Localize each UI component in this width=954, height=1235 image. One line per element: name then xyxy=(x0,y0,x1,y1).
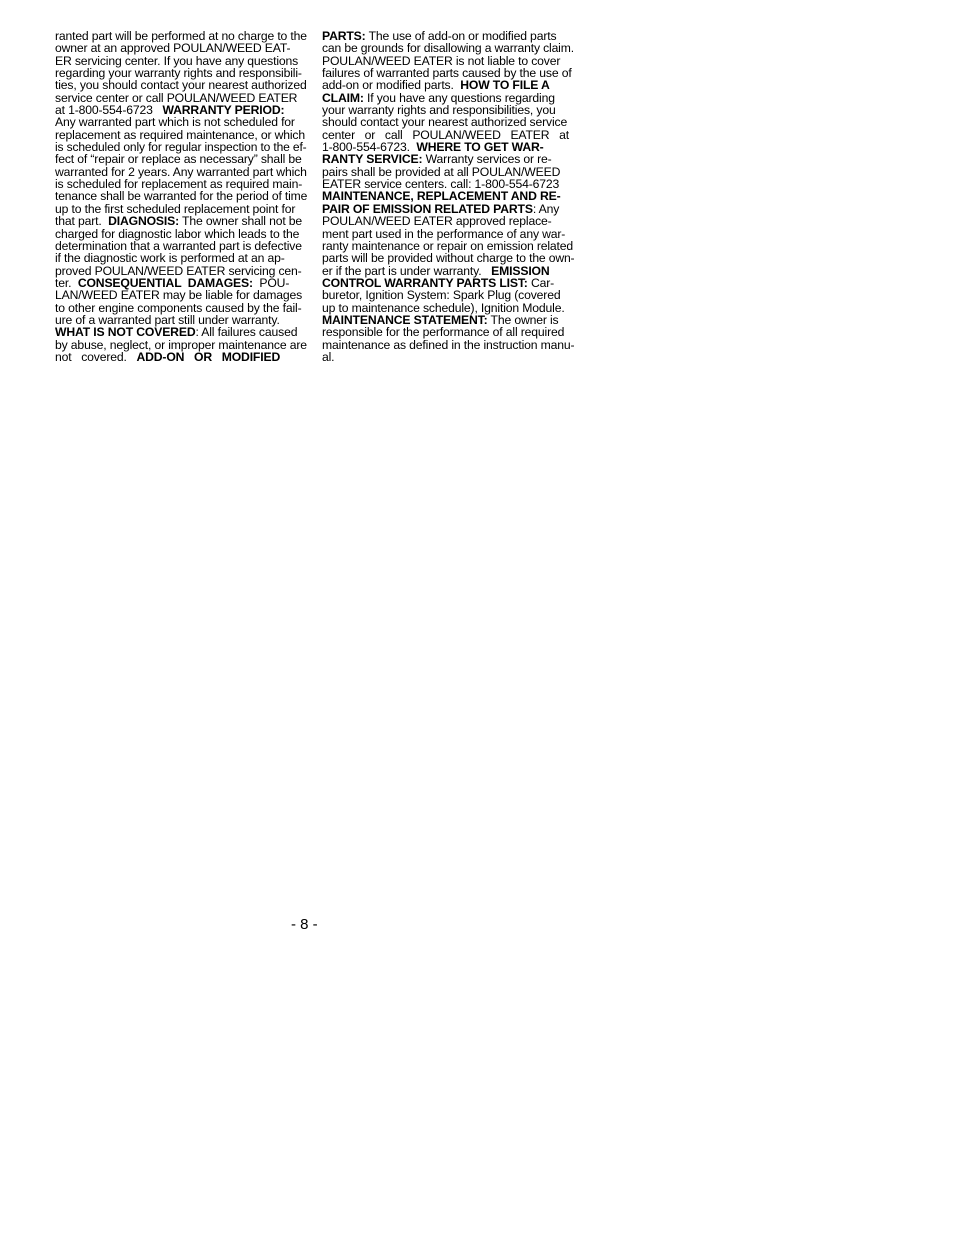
text-column-right xyxy=(322,30,574,363)
body-text: warranted for 2 years. Any warranted part which xyxy=(55,164,307,179)
body-text: maintenance as defined in the instruction manu- xyxy=(322,337,575,352)
body-text: The use of add-on or modified parts xyxy=(365,29,557,43)
text-line xyxy=(322,42,573,54)
body-text: responsible for the performance of all required xyxy=(322,325,565,340)
body-text: replacement as required maintenance, or which xyxy=(55,127,306,142)
body-text: tenance shall be warranted for the period of time xyxy=(55,189,308,204)
body-text: 1-800-554-6723. xyxy=(322,140,417,155)
body-text: fect of “repair or replace as necessary” shall be xyxy=(55,152,302,167)
bold-heading-text: CONSEQUENTIAL DAMAGES: xyxy=(77,275,253,290)
body-text: service center or call POULAN/WEED EATER xyxy=(55,90,298,105)
body-text: : All failures caused xyxy=(195,325,298,340)
body-text: ter. xyxy=(55,275,78,290)
bold-heading-text: HOW TO FILE A xyxy=(460,78,550,93)
body-text: should contact your nearest authorized service xyxy=(322,115,568,130)
body-text: The owner is xyxy=(487,312,559,327)
body-text: : Any xyxy=(532,201,560,216)
body-text: ranty maintenance or repair on emission related xyxy=(322,238,574,253)
body-text: LAN/WEED EATER may be liable for damages xyxy=(55,288,303,303)
bold-heading-text: RANTY SERVICE: xyxy=(322,152,423,167)
body-text: can be grounds for disallowing a warranty claim. xyxy=(322,41,574,56)
body-text: by abuse, neglect, or improper maintenance are xyxy=(55,337,307,352)
text-line xyxy=(322,351,574,363)
body-text: Warranty services or re- xyxy=(422,152,552,167)
body-text: not covered. xyxy=(55,349,137,364)
body-text: If you have any questions regarding xyxy=(363,90,555,105)
body-text: at 1-800-554-6723 xyxy=(55,103,163,118)
body-text: Any warranted part which is not scheduled for xyxy=(55,115,295,130)
body-text: proved POULAN/WEED EATER servicing cen- xyxy=(55,263,302,278)
body-text: up to maintenance schedule), Ignition Module. xyxy=(322,300,565,315)
body-text: add-on or modified parts. xyxy=(322,78,461,93)
text-line xyxy=(55,189,308,204)
body-text: center or call POULAN/WEED EATER at xyxy=(322,127,569,142)
body-text: to other engine components caused by the fail- xyxy=(55,300,302,315)
body-text: pairs shall be provided at all POULAN/WEED xyxy=(322,164,561,179)
bold-heading-text: CONTROL WARRANTY PARTS LIST: xyxy=(322,275,528,290)
body-text: owner at an approved POULAN/WEED EAT- xyxy=(55,41,291,56)
body-text: POULAN/WEED EATER approved replace- xyxy=(322,214,552,229)
body-text: if the diagnostic work is performed at an ap- xyxy=(55,251,285,266)
body-text: ranted part will be performed at no charge to the xyxy=(55,29,307,43)
body-text: up to the first scheduled replacement point for xyxy=(55,201,296,216)
bold-heading-text: DIAGNOSIS: xyxy=(108,214,180,229)
bold-heading-text: WHERE TO GET WAR- xyxy=(416,140,544,155)
body-text: ure of a warranted part still under warranty. xyxy=(55,312,280,327)
body-text: POU- xyxy=(252,275,290,290)
body-text: ER servicing center. If you have any questions xyxy=(55,53,299,68)
bold-heading-text: MAINTENANCE STATEMENT: xyxy=(322,312,488,327)
text-line xyxy=(322,252,573,264)
body-text: POULAN/WEED EATER is not liable to cover xyxy=(322,53,561,68)
body-text: al. xyxy=(322,349,335,364)
bold-heading-text: CLAIM: xyxy=(322,90,364,105)
text-line xyxy=(322,339,574,351)
body-text: ment part used in the performance of any war- xyxy=(322,226,566,241)
text-line xyxy=(55,351,307,363)
body-text: charged for diagnostic labor which leads to the xyxy=(55,226,300,241)
body-text: is scheduled only for regular inspection to the ef- xyxy=(55,140,307,155)
bold-heading-text: PARTS: xyxy=(322,29,366,43)
page-number: - 8 - xyxy=(291,916,318,933)
bold-heading-text: WARRANTY PERIOD: xyxy=(162,103,285,118)
body-text: er if the part is under warranty. xyxy=(322,263,492,278)
bold-heading-text: WHAT IS NOT COVERED xyxy=(55,325,196,340)
body-text: buretor, Ignition System: Spark Plug (covered xyxy=(322,288,561,303)
body-text: parts will be provided without charge to the own- xyxy=(322,251,575,266)
bold-heading-text: EMISSION xyxy=(491,263,550,278)
body-text: that part. xyxy=(55,214,109,229)
body-text: regarding your warranty rights and responsibili- xyxy=(55,66,302,81)
bold-heading-text: PAIR OF EMISSION RELATED PARTS xyxy=(322,201,533,216)
body-text: EATER service centers. call: 1-800-554-6723 xyxy=(322,177,560,192)
body-text: is scheduled for replacement as required main- xyxy=(55,177,303,192)
body-text: The owner shall not be xyxy=(179,214,303,229)
text-column-left xyxy=(55,30,307,363)
body-text: ties, you should contact your nearest authorized xyxy=(55,78,307,93)
text-line xyxy=(55,140,307,155)
text-line xyxy=(55,30,306,42)
body-text: determination that a warranted part is defective xyxy=(55,238,302,253)
body-text: your warranty rights and responsibilities, you xyxy=(322,103,556,118)
bold-heading-text: MAINTENANCE, REPLACEMENT AND RE- xyxy=(322,189,561,204)
body-text: Car- xyxy=(527,275,555,290)
bold-heading-text: ADD-ON OR MODIFIED xyxy=(136,349,281,364)
body-text: failures of warranted parts caused by the use of xyxy=(322,66,572,81)
